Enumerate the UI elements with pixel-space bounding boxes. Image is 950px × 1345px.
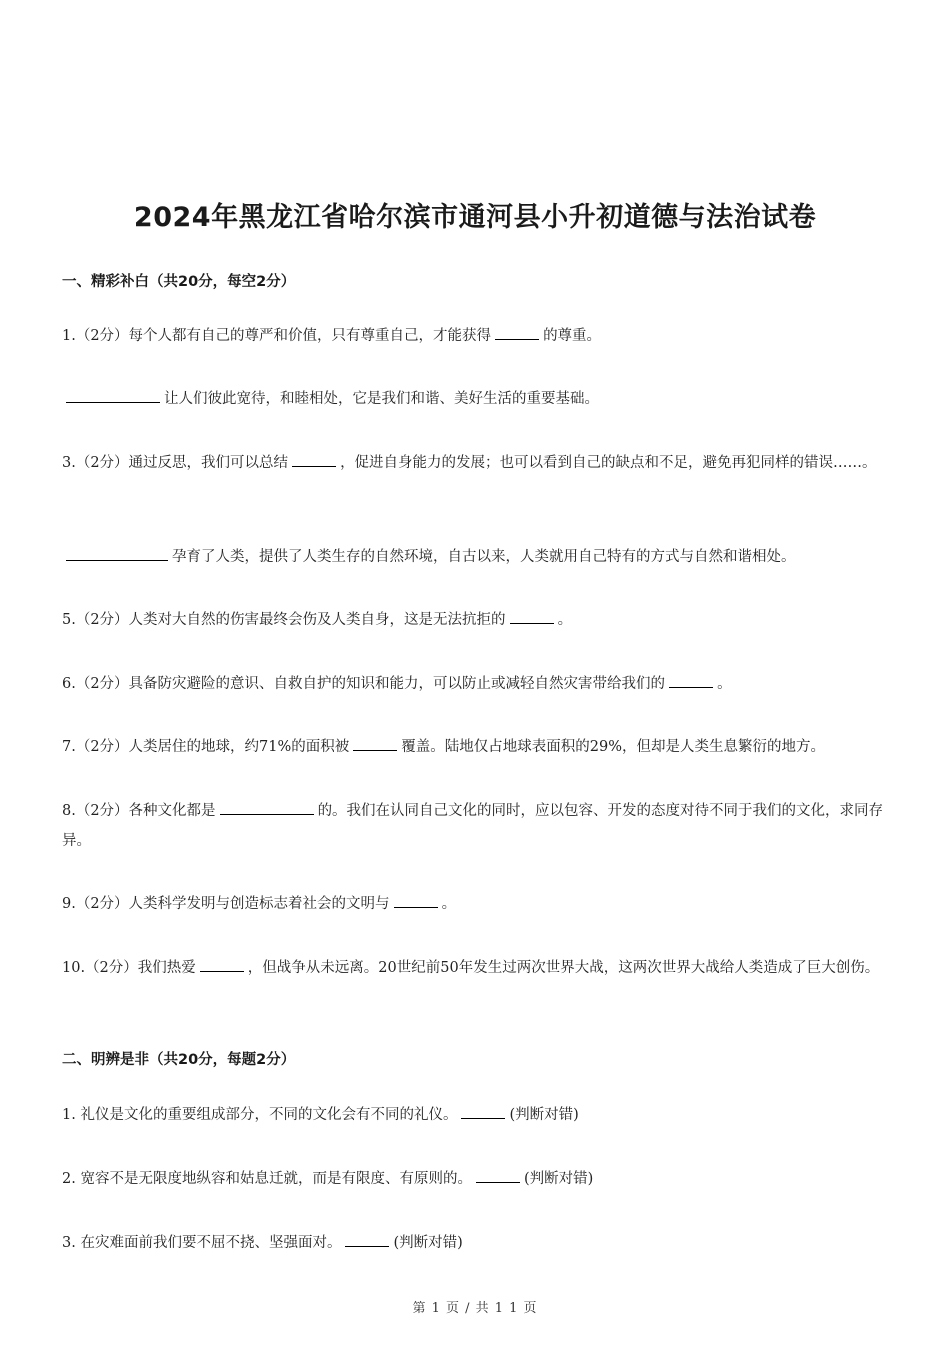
section-heading-fill-in: 一、精彩补白（共20分，每空2分） <box>62 274 296 290</box>
page-number: 第 1 页 / 共 1 1 页 <box>412 1301 538 1316</box>
question-text: 5.（2分）人类对大自然的伤害最终会伤及人类自身，这是无法抗拒的 <box>62 612 506 628</box>
answer-blank[interactable] <box>345 1245 389 1247</box>
question-9 <box>62 889 888 919</box>
question-text: 1.（2分）每个人都有自己的尊严和价值，只有尊重自己，才能获得 <box>62 328 492 344</box>
question-text: 8.（2分）各种文化都是 <box>62 803 216 819</box>
question-7 <box>62 732 888 762</box>
section-heading-true-false: 二、明辨是非（共20分，每题2分） <box>62 1052 296 1068</box>
question-2 <box>62 384 888 414</box>
judge-question-2 <box>62 1164 888 1194</box>
question-4 <box>62 542 888 572</box>
answer-blank[interactable] <box>669 686 713 688</box>
question-text: 。 <box>717 676 732 692</box>
question-text: 6.（2分）具备防灾避险的意识、自救自护的知识和能力，可以防止或减轻自然灾害带给我们的 <box>62 676 666 692</box>
answer-blank[interactable] <box>66 559 168 561</box>
question-10 <box>62 953 888 983</box>
question-text: 。 <box>441 896 457 912</box>
question-text: 1. 礼仪是文化的重要组成部分，不同的文化会有不同的礼仪。 <box>62 1107 458 1123</box>
question-text: 孕育了人类，提供了人类生存的自然环境，自古以来，人类就用自己特有的方式与自然和谐相处。 <box>172 549 796 565</box>
question-text: (判断对错) <box>393 1235 463 1251</box>
judge-question-1 <box>62 1100 888 1130</box>
answer-blank[interactable] <box>510 622 554 624</box>
question-text: 的尊重。 <box>543 328 602 344</box>
question-text: 9.（2分）人类科学发明与创造标志着社会的文明与 <box>62 896 390 912</box>
answer-blank[interactable] <box>394 906 438 908</box>
answer-blank[interactable] <box>220 813 314 815</box>
question-text: 10.（2分）我们热爱 <box>62 960 196 976</box>
question-text: (判断对错) <box>509 1107 579 1123</box>
question-text: ，促进自身能力的发展；也可以看到自己的缺点和不足，避免再犯同样的错误……。 <box>340 455 877 471</box>
judge-question-3 <box>62 1228 888 1258</box>
question-text: 让人们彼此宽待，和睦相处，它是我们和谐、美好生活的重要基础。 <box>164 391 599 407</box>
question-text: 7.（2分）人类居住的地球，约71%的面积被 <box>62 739 350 755</box>
question-text: ，但战争从未远离。20世纪前50年发生过两次世界大战，这两次世界大战给人类造成了巨大创伤。 <box>247 960 880 976</box>
question-text: 的。我们在认同自己文化的同时，应以包容、开发的态度对待不同于我们的文化，求同存异。 <box>62 803 884 849</box>
answer-blank[interactable] <box>292 465 336 467</box>
question-5 <box>62 605 888 635</box>
answer-blank[interactable] <box>461 1117 505 1119</box>
answer-blank[interactable] <box>476 1181 520 1183</box>
question-text: 。 <box>557 612 573 628</box>
answer-blank[interactable] <box>353 749 397 751</box>
question-text: 3. 在灾难面前我们要不屈不挠、坚强面对。 <box>62 1235 342 1251</box>
question-text: 覆盖。陆地仅占地球表面积的29%，但却是人类生息繁衍的地方。 <box>401 739 826 755</box>
question-text: 2. 宽容不是无限度地纵容和姑息迁就，而是有限度、有原则的。 <box>62 1171 472 1187</box>
answer-blank[interactable] <box>495 338 539 340</box>
question-8 <box>62 796 888 856</box>
question-3 <box>62 448 888 478</box>
answer-blank[interactable] <box>66 401 160 403</box>
question-6 <box>62 669 888 699</box>
exam-title: 2024年黑龙江省哈尔滨市通河县小升初道德与法治试卷 <box>133 202 817 233</box>
question-text: (判断对错) <box>523 1171 594 1187</box>
question-1 <box>62 321 888 351</box>
answer-blank[interactable] <box>200 970 244 972</box>
question-text: 3.（2分）通过反思，我们可以总结 <box>62 455 289 471</box>
